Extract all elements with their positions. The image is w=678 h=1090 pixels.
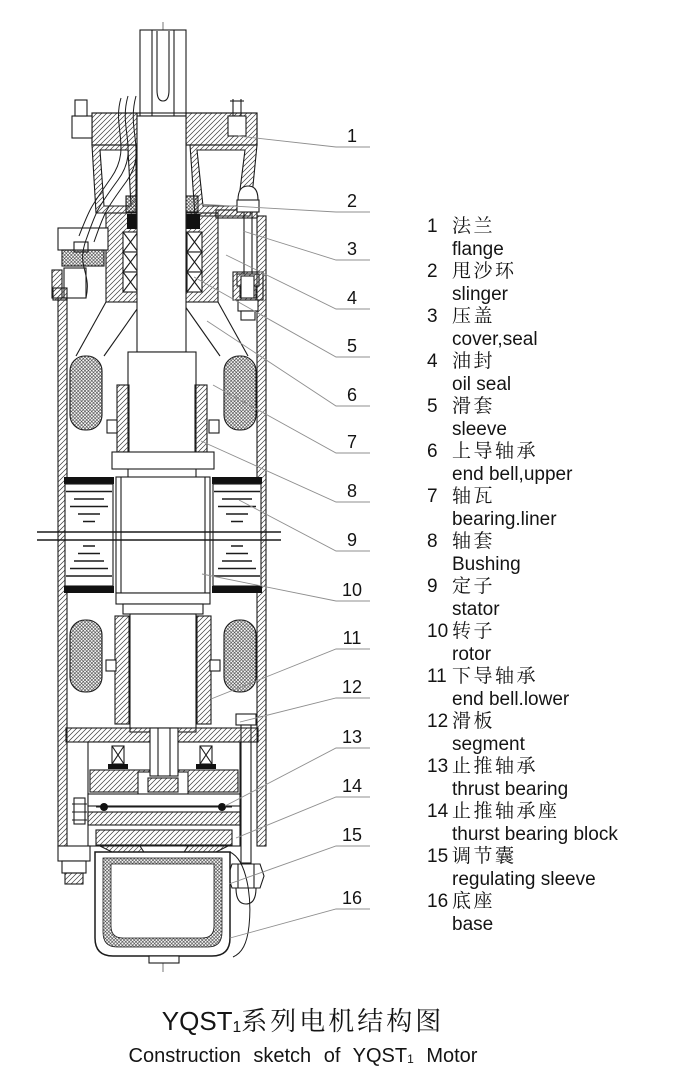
- legend-item-chinese: 滑板: [452, 711, 496, 732]
- legend-item-english: Bushing: [452, 553, 521, 575]
- legend-item-number: 3: [427, 306, 438, 327]
- legend-item-texts: [452, 216, 672, 261]
- shaft-top: [140, 30, 186, 116]
- legend-item: [427, 351, 672, 396]
- legend-item-texts: [452, 531, 672, 576]
- legend-item-chinese: 止推轴承: [452, 756, 539, 777]
- legend-item-chinese: 压盖: [452, 306, 496, 327]
- legend-item: [427, 306, 672, 351]
- legend-item: [427, 666, 672, 711]
- legend-item-chinese: 轴瓦: [452, 486, 496, 507]
- callout-number: 5: [346, 336, 358, 356]
- subtitle-subscript: 1: [407, 1052, 414, 1067]
- legend-item-english: sleeve: [452, 418, 507, 440]
- legend-item-number: 6: [427, 441, 438, 462]
- parts-legend: [427, 216, 672, 936]
- legend-item-chinese: 止推轴承座: [452, 801, 560, 822]
- legend-item-chinese: 调节囊: [452, 846, 517, 867]
- legend-item-chinese: 底座: [452, 891, 496, 912]
- title-suffix: 系列电机结构图: [241, 1006, 445, 1036]
- legend-item-number: 11: [427, 666, 447, 687]
- callout-number: 7: [346, 432, 358, 452]
- callout-number: 10: [341, 580, 363, 600]
- legend-item-english: cover,seal: [452, 328, 538, 350]
- legend-item-english: stator: [452, 598, 500, 620]
- legend-item-number: 15: [427, 846, 449, 867]
- legend-item-chinese: 法兰: [452, 216, 496, 237]
- legend-item-number: 8: [427, 531, 438, 552]
- legend-item-texts: [452, 666, 672, 711]
- callout-number: 15: [341, 825, 363, 845]
- lower-bearing: [70, 593, 256, 732]
- legend-item-number: 10: [427, 621, 449, 642]
- legend-item-number: 2: [427, 261, 438, 282]
- legend-item-chinese: 上导轴承: [452, 441, 539, 462]
- legend-item-texts: [452, 756, 672, 801]
- callout-number: 16: [341, 888, 363, 908]
- callout-number: 11: [342, 628, 362, 648]
- callout-number: 13: [341, 727, 363, 747]
- legend-item-texts: [452, 801, 672, 846]
- callout-number: 2: [346, 191, 358, 211]
- callout-number: 12: [341, 677, 363, 697]
- callout-number: 9: [346, 530, 358, 550]
- legend-item: [427, 756, 672, 801]
- legend-item-texts: [452, 891, 672, 936]
- legend-item-number: 13: [427, 756, 449, 777]
- legend-item: [427, 261, 672, 306]
- legend-item-number: 7: [427, 486, 438, 507]
- legend-item: [427, 531, 672, 576]
- legend-item: [427, 486, 672, 531]
- legend-item-english: regulating sleeve: [452, 868, 596, 890]
- legend-item-texts: [452, 396, 672, 441]
- legend-item-english: bearing.liner: [452, 508, 557, 530]
- thrust-bearing-assembly: [66, 728, 258, 846]
- legend-item-number: 4: [427, 351, 438, 372]
- legend-item-english: thrust bearing: [452, 778, 569, 800]
- legend-item-english: rotor: [452, 643, 492, 665]
- rotor: [116, 477, 210, 593]
- subtitle-suffix: Motor: [413, 1045, 478, 1067]
- legend-item-chinese: 甩沙环: [452, 261, 517, 282]
- callout-number: 1: [346, 126, 358, 146]
- callout-number: 8: [346, 481, 358, 501]
- legend-item-english: slinger: [452, 283, 508, 305]
- legend-item-texts: [452, 306, 672, 351]
- legend-item-english: base: [452, 913, 494, 935]
- legend-item-chinese: 下导轴承: [452, 666, 539, 687]
- figure-title-zh: [0, 1006, 606, 1041]
- figure-title-en: [0, 1041, 606, 1073]
- title-prefix: YQST: [161, 1006, 233, 1036]
- legend-item-number: 5: [427, 396, 438, 417]
- lower-left-lug: [58, 846, 90, 884]
- legend-item-texts: [452, 441, 672, 486]
- legend-item: [427, 216, 672, 261]
- legend-item-number: 12: [427, 711, 449, 732]
- legend-item-english: end bell.lower: [452, 688, 570, 710]
- legend-item: [427, 891, 672, 936]
- legend-item: [427, 441, 672, 486]
- legend-item-chinese: 油封: [452, 351, 496, 372]
- legend-item-texts: [452, 846, 672, 891]
- subtitle-prefix: Construction sketch of YQST: [128, 1045, 408, 1067]
- legend-item-number: 16: [427, 891, 449, 912]
- legend-item: [427, 396, 672, 441]
- legend-item-number: 14: [427, 801, 449, 822]
- legend-item-chinese: 滑套: [452, 396, 496, 417]
- legend-item-texts: [452, 711, 672, 756]
- leader-line: [230, 909, 370, 938]
- legend-item: [427, 621, 672, 666]
- callout-number: 14: [341, 776, 363, 796]
- leader-line: [194, 277, 370, 357]
- callout-number: 3: [346, 239, 358, 259]
- legend-item-texts: [452, 576, 672, 621]
- legend-item-number: 1: [427, 216, 438, 237]
- title-subscript: 1: [232, 1018, 242, 1036]
- legend-item: [427, 576, 672, 621]
- legend-item: [427, 711, 672, 756]
- legend-item-english: end bell,upper: [452, 463, 573, 485]
- title-block: [0, 1006, 606, 1073]
- legend-item-texts: [452, 486, 672, 531]
- base-bowl: [95, 852, 250, 963]
- legend-item-chinese: 轴套: [452, 531, 496, 552]
- legend-item-number: 9: [427, 576, 438, 597]
- legend-item-texts: [452, 621, 672, 666]
- legend-item-english: oil seal: [452, 373, 512, 395]
- callout-number: 4: [346, 288, 358, 308]
- callout-number: 6: [346, 385, 358, 405]
- legend-item: [427, 846, 672, 891]
- legend-item-chinese: 转子: [452, 621, 496, 642]
- legend-item-texts: [452, 351, 672, 396]
- legend-item-english: flange: [452, 238, 504, 260]
- legend-item: [427, 801, 672, 846]
- legend-item-english: thurst bearing block: [452, 823, 618, 845]
- legend-item-texts: [452, 261, 672, 306]
- legend-item-chinese: 定子: [452, 576, 496, 597]
- legend-item-english: segment: [452, 733, 525, 755]
